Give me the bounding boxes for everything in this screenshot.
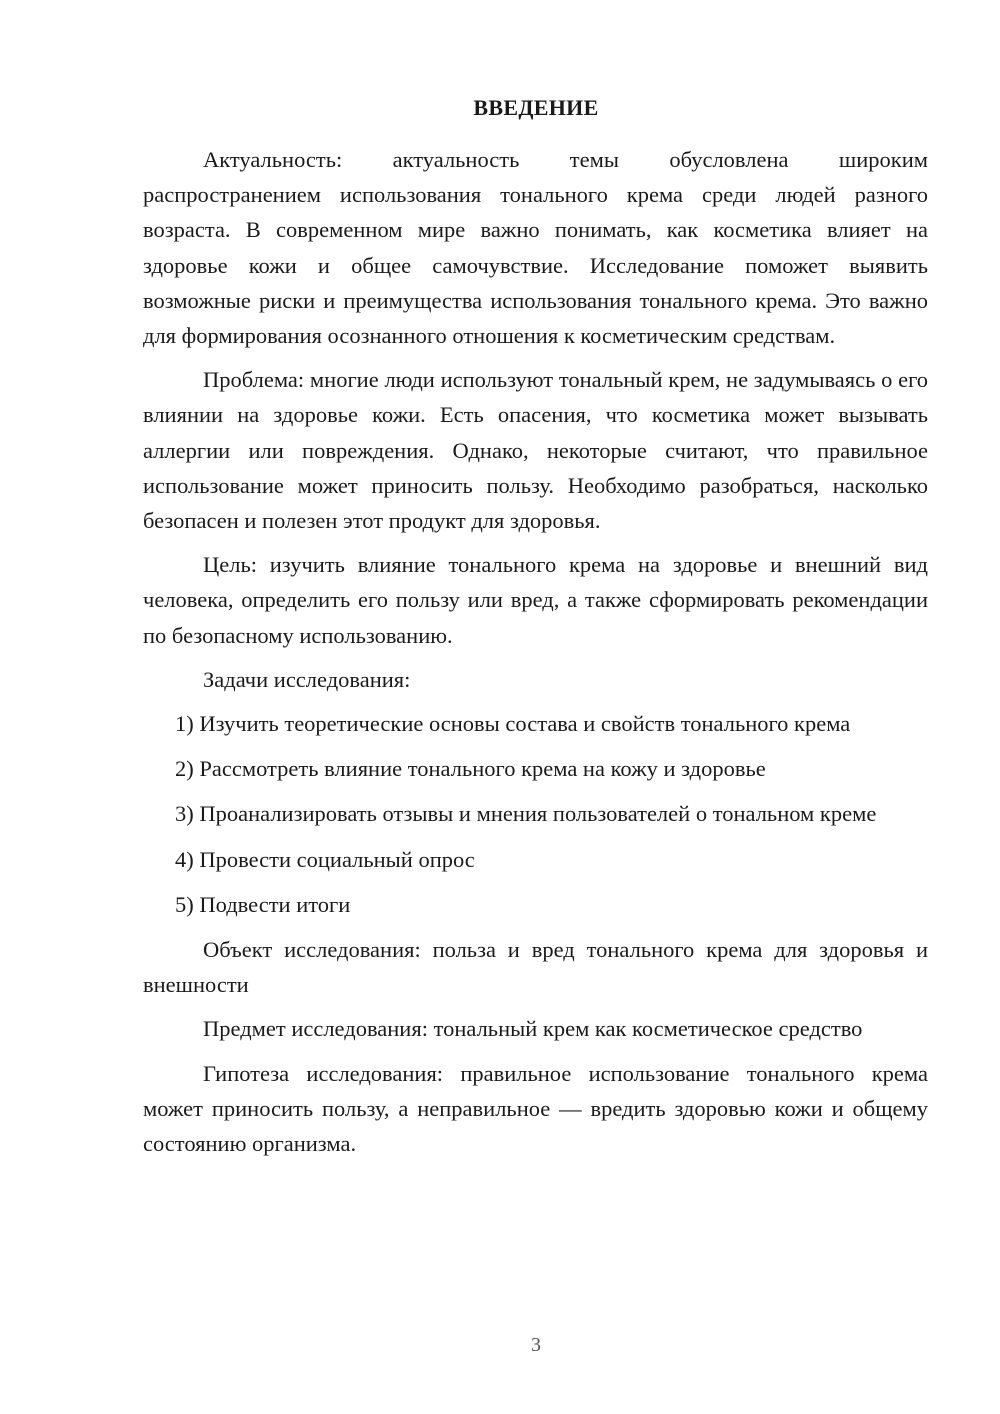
page-heading: ВВЕДЕНИЕ: [473, 95, 599, 120]
task-item: 4) Провести социальный опрос: [175, 846, 475, 872]
task-item: 5) Подвести итоги: [175, 891, 351, 917]
page-number: 3: [531, 1334, 541, 1356]
relevance-paragraph: Актуальность: актуальность темы обусловлена широким распространением использования тонального крема среди людей разного возраста. В современном мире важно понимать, как косметика влияет на здоровье кожи и общее самочувствие. Исследование поможет выявить возможные риски и преимущества использования тонального крема. Это важно для формирования осознанного отношения к косметическим средствам.: [143, 147, 928, 349]
problem-paragraph: Проблема: многие люди используют тональный крем, не задумываясь о его влиянии на здоровье кожи. Есть опасения, что косметика может вызывать аллергии или повреждения. Однако, некоторые считают, что правильное использование может приносить пользу. Необходимо разобраться, насколько безопасен и полезен этот продукт для здоровья.: [143, 367, 928, 534]
goal-paragraph: Цель: изучить влияние тонального крема на здоровье и внешний вид человека, определить его пользу или вред, а также сформировать рекомендации по безопасному использованию.: [143, 552, 928, 648]
hypothesis-paragraph: Гипотеза исследования: правильное использование тонального крема может приносить пользу, а неправильное — вредить здоровью кожи и общему состоянию организма.: [143, 1060, 928, 1157]
document-body: [143, 142, 928, 1170]
subject-paragraph: Предмет исследования: тональный крем как косметическое средство: [203, 1016, 863, 1042]
task-item: 1) Изучить теоретические основы состава и свойств тонального крема: [175, 711, 851, 737]
object-paragraph: Объект исследования: польза и вред тонального крема для здоровья и внешности: [143, 937, 928, 998]
task-item: 3) Проанализировать отзывы и мнения пользователей о тональном креме: [175, 801, 877, 827]
task-item: 2) Рассмотреть влияние тонального крема на кожу и здоровье: [175, 756, 766, 782]
tasks-heading: Задачи исследования:: [203, 666, 411, 692]
